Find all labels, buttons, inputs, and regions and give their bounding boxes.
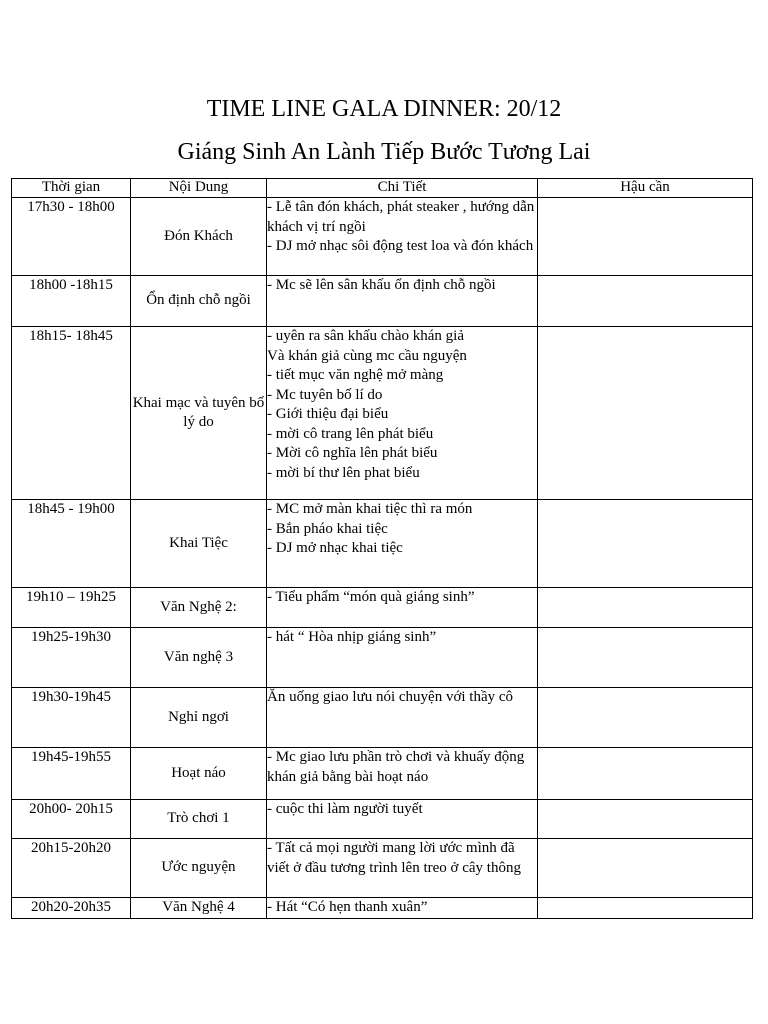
table-row [12,500,753,588]
cell-content: Văn nghệ 3 [131,628,267,688]
detail-line: - MC mở màn khai tiệc thì ra món [267,501,473,517]
detail-line: - Lễ tân đón khách, phát steaker , hướng dẫn khách vị trí ngồi [267,199,535,235]
timeline-table [11,178,753,919]
detail-line: - DJ mở nhạc sôi động test loa và đón khách [267,238,534,254]
detail-line: - cuộc thi làm người tuyết [267,801,423,817]
detail-line: - Mc sẽ lên sân khấu ổn định chỗ ngồi [267,277,496,293]
detail-line: - Giới thiệu đại biểu [267,406,389,422]
document-title: TIME LINE GALA DINNER: 20/12 [206,96,562,122]
cell-content: Văn Nghệ 2: [131,588,267,628]
cell-details [267,276,538,327]
cell-details [267,688,538,748]
detail-line: - DJ mở nhạc khai tiệc [267,540,403,556]
cell-logistics [538,898,753,919]
cell-logistics [538,276,753,327]
cell-details [267,748,538,800]
detail-line: Và khán giả cùng mc cầu nguyện [267,347,467,364]
cell-details [267,327,538,500]
cell-logistics [538,800,753,839]
table-row [12,748,753,800]
cell-time: 19h45-19h55 [12,748,131,800]
cell-content: Ước nguyện [131,839,267,898]
detail-line: - Tiểu phẩm “món quà giáng sinh” [267,589,475,605]
detail-line: - Mc tuyên bố lí do [267,386,383,403]
cell-time: 19h30-19h45 [12,688,131,748]
cell-details [267,628,538,688]
detail-line: - hát “ Hòa nhịp giáng sinh” [267,629,437,645]
cell-content: Đón Khách [131,198,267,276]
cell-content: Khai mạc và tuyên bố lý do [131,327,267,500]
cell-logistics [538,628,753,688]
table-row [12,327,753,500]
cell-time: 18h45 - 19h00 [12,500,131,588]
cell-time: 20h15-20h20 [12,839,131,898]
cell-details [267,588,538,628]
table-header-row [12,179,753,198]
cell-time: 20h00- 20h15 [12,800,131,839]
table-row [12,628,753,688]
cell-time: 18h15- 18h45 [12,327,131,500]
detail-line: - mời cô trang lên phát biểu [267,425,434,442]
cell-details [267,800,538,839]
table-row [12,276,753,327]
cell-content: Trò chơi 1 [131,800,267,839]
detail-line: - tiết mục văn nghệ mở màng [267,367,444,383]
cell-content: Khai Tiệc [131,500,267,588]
cell-time: 20h20-20h35 [12,898,131,919]
cell-content: Hoạt náo [131,748,267,800]
cell-logistics [538,588,753,628]
detail-line: - Tất cả mọi người mang lời ước mình đã viết ở đầu tương trình lên treo ở cây thông [267,840,521,876]
detail-line: Ăn uống giao lưu nói chuyện với thầy cô [267,689,514,705]
table-row [12,839,753,898]
cell-details [267,898,538,919]
cell-time: 17h30 - 18h00 [12,198,131,276]
cell-time: 19h25-19h30 [12,628,131,688]
detail-line: - mời bí thư lên phat biểu [267,464,420,481]
cell-details [267,198,538,276]
header-details: Chi Tiết [267,179,538,198]
cell-details [267,839,538,898]
table-row [12,588,753,628]
cell-content: Văn Nghệ 4 [131,898,267,919]
cell-content: Ổn định chỗ ngồi [131,276,267,327]
detail-line: - Bắn pháo khai tiệc [267,520,388,537]
table-row [12,800,753,839]
cell-details [267,500,538,588]
cell-content: Nghỉ ngơi [131,688,267,748]
detail-line: - Mời cô nghĩa lên phát biểu [267,445,438,461]
detail-line: - Hát “Có hẹn thanh xuân” [267,899,428,915]
cell-logistics [538,688,753,748]
header-logistics: Hậu cần [538,179,753,198]
table-row [12,198,753,276]
cell-logistics [538,839,753,898]
cell-time: 18h00 -18h15 [12,276,131,327]
table-row [12,688,753,748]
document-subtitle: Giáng Sinh An Lành Tiếp Bước Tương Lai [177,139,591,165]
header-content: Nội Dung [131,179,267,198]
cell-logistics [538,500,753,588]
table-row [12,898,753,919]
cell-time: 19h10 – 19h25 [12,588,131,628]
header-time: Thời gian [12,179,131,198]
detail-line: - uyên ra sân khấu chào khán giả [267,328,465,344]
cell-logistics [538,327,753,500]
detail-line: - Mc giao lưu phần trò chơi và khuấy động khán giả bằng bài hoạt náo [267,749,525,785]
cell-logistics [538,198,753,276]
cell-logistics [538,748,753,800]
